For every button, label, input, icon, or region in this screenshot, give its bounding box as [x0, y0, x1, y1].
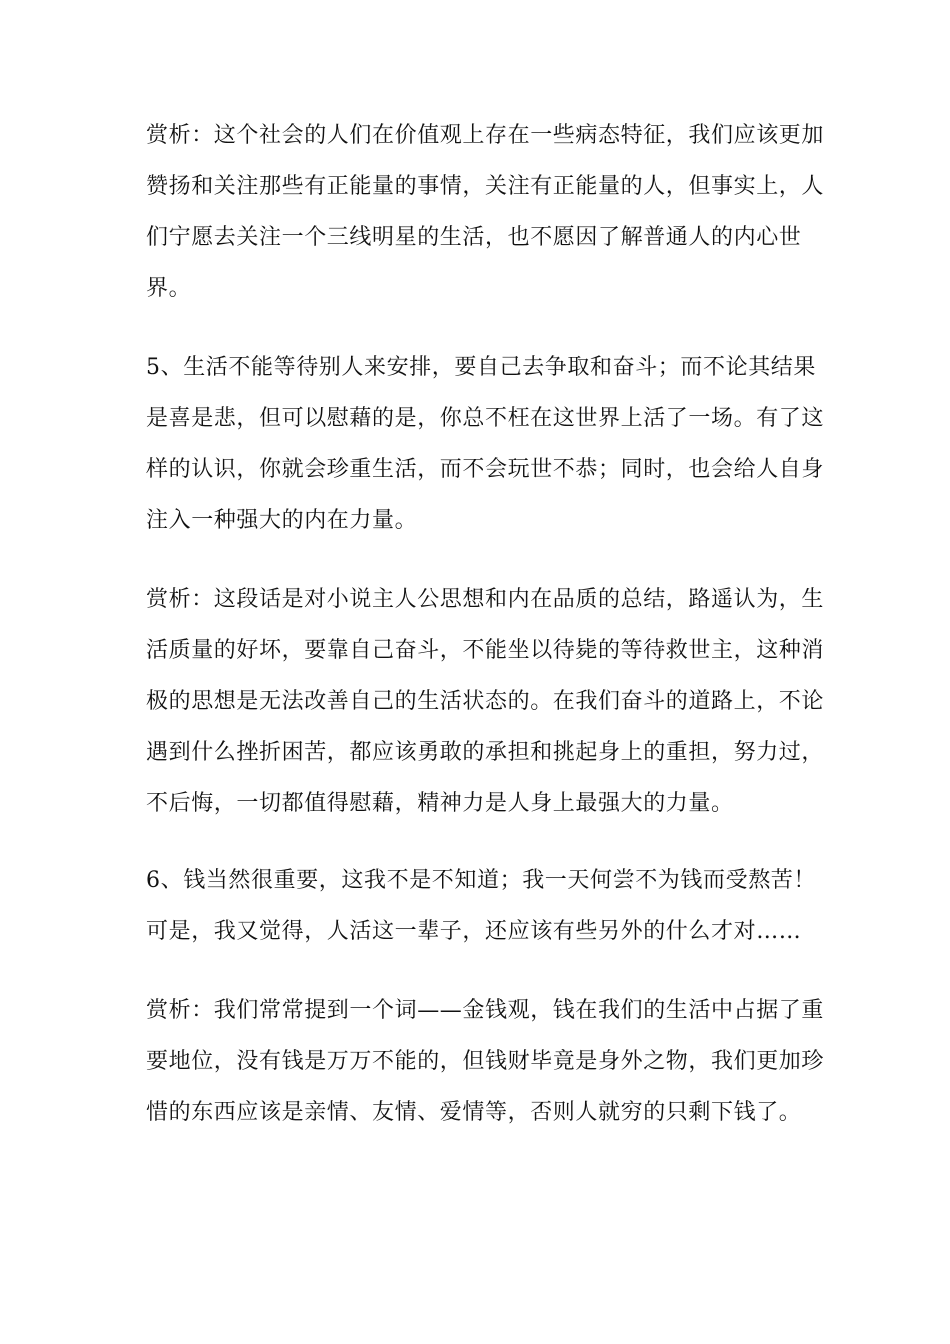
text-line: 活质量的好坏，要靠自己奋斗，不能坐以待毙的等待救世主，这种消: [146, 638, 825, 663]
text-line: 不后悔，一切都值得慰藉，精神力是人身上最强大的力量。: [146, 791, 734, 816]
text-line: 赏析：这段话是对小说主人公思想和内在品质的总结，路遥认为，生: [146, 587, 825, 612]
text-line: 赞扬和关注那些有正能量的事情，关注有正能量的人，但事实上，人: [146, 174, 825, 199]
text-line: 极的思想是无法改善自己的生活状态的。在我们奋斗的道路上，不论: [146, 689, 825, 714]
text-line: 样的认识，你就会珍重生活，而不会玩世不恭；同时，也会给人自身: [146, 457, 825, 482]
paragraph-analysis-6: [146, 985, 825, 1138]
paragraph-quote-6: [146, 855, 816, 957]
text-line: 6、钱当然很重要，这我不是不知道；我一天何尝不为钱而受熬苦！: [146, 868, 816, 893]
paragraph-quote-5: [146, 342, 825, 546]
document-body: [146, 110, 825, 1138]
text-line: 界。: [146, 276, 192, 301]
text-line: 是喜是悲，但可以慰藉的是，你总不枉在这世界上活了一场。有了这: [146, 406, 825, 431]
paragraph-analysis-5: [146, 574, 825, 829]
text-line: 5、生活不能等待别人来安排，要自己去争取和奋斗；而不论其结果: [146, 355, 816, 380]
text-line: 们宁愿去关注一个三线明星的生活，也不愿因了解普通人的内心世: [146, 225, 802, 250]
text-line: 遇到什么挫折困苦，都应该勇敢的承担和挑起身上的重担，努力过，: [146, 740, 825, 765]
text-line: 可是，我又觉得，人活这一辈子，还应该有些另外的什么才对……: [146, 919, 802, 944]
text-line: 赏析：这个社会的人们在价值观上存在一些病态特征，我们应该更加: [146, 123, 825, 148]
text-line: 要地位，没有钱是万万不能的，但钱财毕竟是身外之物，我们更加珍: [146, 1049, 825, 1074]
text-line: 惜的东西应该是亲情、友情、爱情等，否则人就穷的只剩下钱了。: [146, 1100, 802, 1125]
text-line: 注入一种强大的内在力量。: [146, 508, 418, 533]
paragraph-analysis-1: [146, 110, 825, 314]
text-line: 赏析：我们常常提到一个词——金钱观，钱在我们的生活中占据了重: [146, 998, 825, 1023]
